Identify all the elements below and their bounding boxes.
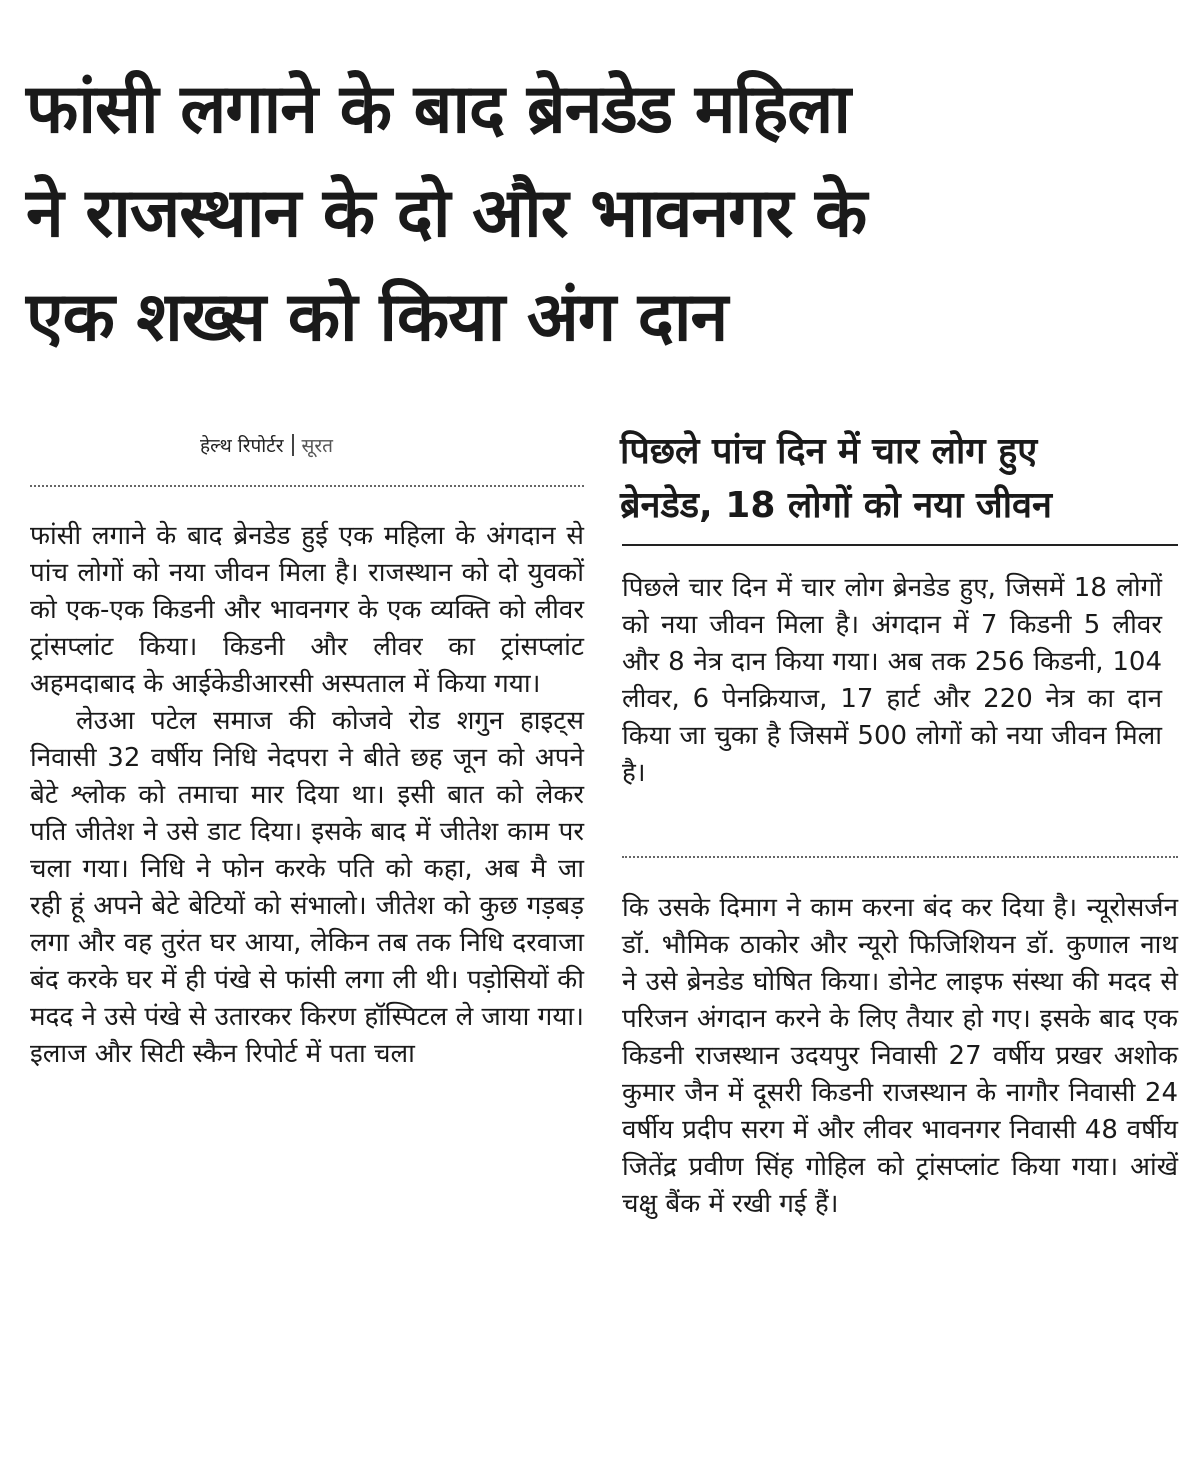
- sidebar-rule: [622, 544, 1178, 546]
- left-column: [30, 518, 584, 1073]
- left-paragraph-1: फांसी लगाने के बाद ब्रेनडेड हुई एक महिला के अंगदान से पांच लोगों को नया जीवन मिला है। राजस्थान को दो युवकों को एक-एक किडनी और भावनगर के एक व्यक्ति को लीवर ट्रांसप्लांट किया। किडनी और लीवर का ट्रांसप्लांट अहमदाबाद के आईकेडीआरसी अस्पताल में किया गया।: [30, 521, 584, 699]
- byline-divider: [30, 485, 584, 487]
- sidebar-heading-line-1: पिछले पांच दिन में चार लोग हुए: [620, 431, 1038, 472]
- sidebar-box: [622, 570, 1162, 792]
- headline-line-1: फांसी लगाने के बाद ब्रेनडेड महिला: [26, 70, 850, 149]
- headline-line-3: एक शख्स को किया अंग दान: [26, 278, 728, 357]
- sidebar-heading-line-2: ब्रेनडेड, 18 लोगों को नया जीवन: [620, 485, 1053, 526]
- sidebar-divider: [622, 856, 1178, 858]
- headline-line-2: ने राजस्थान के दो और भावनगर के: [26, 174, 867, 253]
- left-paragraph-2: लेउआ पटेल समाज की कोजवे रोड शगुन हाइट्स निवासी 32 वर्षीय निधि नेदपरा ने बीते छह जून को अपने बेटे श्लोक को तमाचा मार दिया था। इसी बात को लेकर पति जीतेश ने उसे डाट दिया। इसके बाद में जीतेश काम पर चला गया। निधि ने फोन करके पति को कहा, अब मै जा रही हूं अपने बेटे बेटियों को संभालो। जीतेश को कुछ गड़बड़ लगा और वह तुरंत घर आया, लेकिन तब तक निधि दरवाजा बंद करके घर में ही पंखे से फांसी लगा ली थी। पड़ोसियों की मदद ने उसे पंखे से उतारकर किरण हॉस्पिटल ले जाया गया। इलाज और सिटी स्कैन रिपोर्ट में पता चला: [30, 706, 584, 1069]
- reporter-name: हेल्थ रिपोर्टर: [200, 435, 284, 457]
- byline: [200, 432, 333, 458]
- sidebar-text: पिछले चार दिन में चार लोग ब्रेनडेड हुए, जिसमें 18 लोगों को नया जीवन मिला है। अंगदान में 7 किडनी 5 लीवर और 8 नेत्र दान किया गया। अब तक 256 किडनी, 104 लीवर, 6 पेनक्रियाज, 17 हार्ट और 220 नेत्र का दान किया जा चुका है जिसमें 500 लोगों को नया जीवन मिला है।: [622, 573, 1162, 788]
- headline: [26, 58, 1166, 370]
- sidebar-heading: [620, 425, 1180, 533]
- dateline-city: सूरत: [301, 435, 333, 457]
- right-paragraph-1: कि उसके दिमाग ने काम करना बंद कर दिया है। न्यूरोसर्जन डॉ. भौमिक ठाकोर और न्यूरो फिजिशियन डॉ. कुणाल नाथ ने उसे ब्रेनडेड घोषित किया। डोनेट लाइफ संस्था की मदद से परिजन अंगदान करने के लिए तैयार हो गए। इसके बाद एक किडनी राजस्थान उदयपुर निवासी 27 वर्षीय प्रखर अशोक कुमार जैन में दूसरी किडनी राजस्थान के नागौर निवासी 24 वर्षीय प्रदीप सरग में और लीवर भावनगर निवासी 48 वर्षीय जितेंद्र प्रवीण सिंह गोहिल को ट्रांसप्लांट किया गया। आंखें चक्षु बैंक में रखी गई हैं।: [622, 893, 1178, 1219]
- right-column: [622, 890, 1178, 1223]
- byline-separator: [292, 434, 294, 456]
